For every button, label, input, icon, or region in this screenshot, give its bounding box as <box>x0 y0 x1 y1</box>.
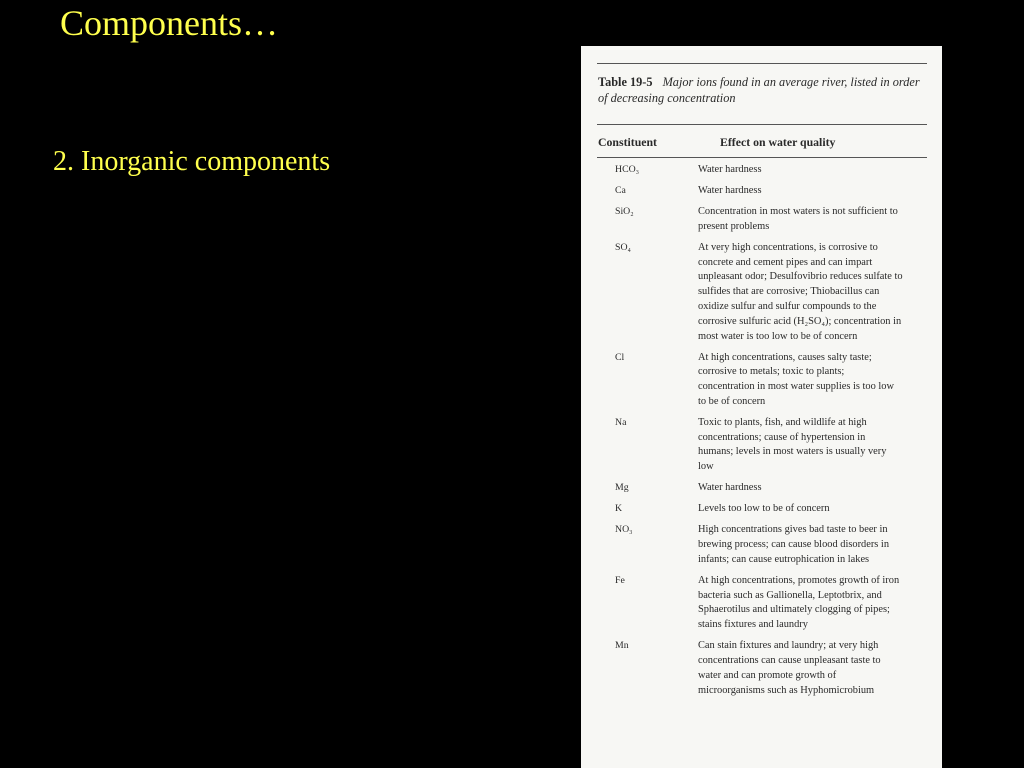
constituent-cell: SiO₂ <box>615 205 634 217</box>
column-header-constituent: Constituent <box>598 135 657 149</box>
effect-cell: Water hardness <box>698 184 762 196</box>
table-row <box>597 205 932 235</box>
effect-cell: Can stain fixtures and laundry; at very high concentrations can cause unpleasant taste to water and can promote growth of microorganisms such as Hyphomicrobium <box>698 640 881 696</box>
effect-cell: Toxic to plants, fish, and wildlife at high concentrations; cause of hypertension in humans; levels in most waters is usually very low <box>698 416 887 473</box>
header-rule <box>597 157 927 158</box>
effect-cell: Water hardness <box>698 482 762 494</box>
effect-cell: At very high concentrations, is corrosive to concrete and cement pipes and can impart unpleasant odor; Desulfovibrio reduces sulfate to sulfides that are corrosive; Thiobacillus can oxidize sulfur and sulfur compounds to the corrosive sulfuric acid (H₂SO₄); concentration in most water is too low to be of concern <box>698 241 903 342</box>
scanned-table-image <box>581 46 942 768</box>
column-header-effect: Effect on water quality <box>720 135 836 149</box>
table-row <box>597 574 932 633</box>
table-row <box>597 241 932 345</box>
constituent-cell: Mg <box>615 482 629 494</box>
top-rule <box>597 63 927 64</box>
bullet-inorganic-components: 2. Inorganic components <box>53 146 331 177</box>
constituent-cell: Fe <box>615 574 625 586</box>
constituent-cell: Na <box>615 416 627 428</box>
constituent-cell: SO₄ <box>615 241 631 253</box>
effect-cell: Water hardness <box>698 164 762 175</box>
table-number: Table 19-5 <box>598 75 653 89</box>
table-row <box>597 163 932 178</box>
constituent-cell: Ca <box>615 184 626 196</box>
table-body <box>597 163 932 705</box>
caption-rule <box>597 124 927 125</box>
effect-cell: Levels too low to be of concern <box>698 503 830 515</box>
constituent-cell: NO₃ <box>615 524 633 536</box>
effect-cell: Concentration in most waters is not sufficient to present problems <box>698 205 898 232</box>
table-row <box>597 416 932 475</box>
table-row <box>597 502 932 517</box>
table-row <box>597 639 932 698</box>
constituent-cell: HCO₃ <box>615 164 640 175</box>
table-row <box>597 481 932 496</box>
table-row <box>597 523 932 567</box>
constituent-cell: Mn <box>615 640 629 652</box>
effect-cell: At high concentrations, causes salty taste; corrosive to metals; toxic to plants; concentration in most water supplies is too low to be of concern <box>698 351 894 407</box>
table-row <box>597 351 932 410</box>
table-caption-text: Major ions found in an average river, listed in order of decreasing concentration <box>598 75 920 105</box>
constituent-cell: Cl <box>615 351 625 363</box>
slide-title: Components… <box>60 3 279 43</box>
table-row <box>597 184 932 199</box>
table-caption <box>598 74 928 106</box>
effect-cell: High concentrations gives bad taste to beer in brewing process; can cause blood disorders in infants; can cause eutrophication in lakes <box>698 524 890 565</box>
effect-cell: At high concentrations, promotes growth of iron bacteria such as Gallionella, Leptotbrix, and Sphaerotilus and ultimately clogging of pipes; stains fixtures and laundry <box>698 574 900 631</box>
constituent-cell: K <box>615 503 623 515</box>
